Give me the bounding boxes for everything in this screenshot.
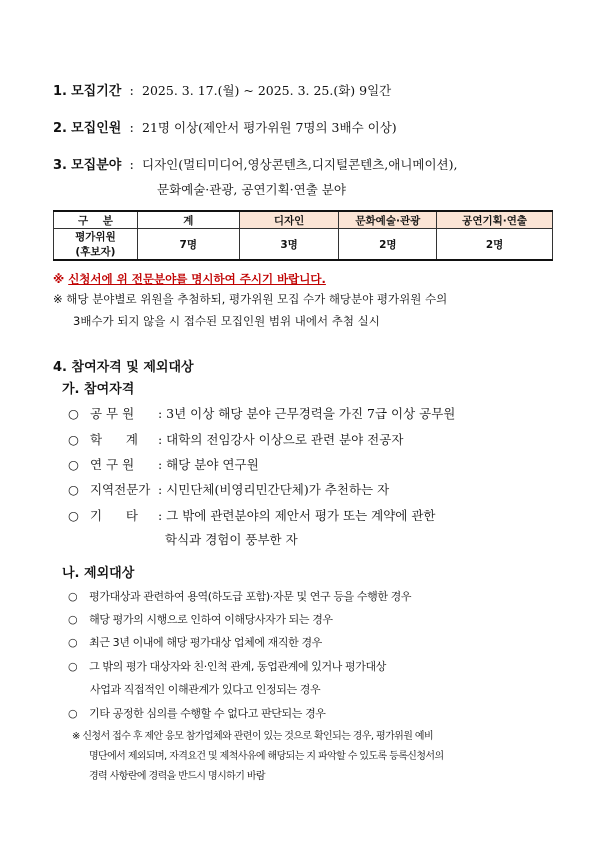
note-line-2: 3배수가 되지 않을 시 접수된 모집인원 범위 내에서 추첨 실시 (73, 314, 380, 328)
table-header-cell: 디자인 (239, 211, 339, 229)
qualification-text: 그 밖에 관련분야의 제안서 평가 또는 계약에 관한 (166, 508, 436, 523)
note-line-1 (53, 291, 447, 307)
colon: : (157, 457, 163, 472)
exclusion-item (68, 611, 333, 627)
qualification-label: 학 계 (89, 432, 138, 447)
circle-bullet-icon: ○ (68, 636, 78, 649)
circle-bullet-icon: ○ (68, 457, 79, 472)
section-1-value: 2025. 3. 17.(월) ~ 2025. 3. 25.(화) 9일간 (142, 83, 392, 98)
qualification-text: 3년 이상 해당 분야 근무경력을 가진 7급 이상 공무원 (166, 406, 456, 421)
qualification-item (68, 404, 455, 422)
qualification-item (68, 506, 436, 524)
section-3-value-line2: 문화예술·관광, 공연기획·연출 분야 (157, 182, 346, 197)
table-header-cell: 계 (137, 211, 239, 229)
table-cell: 2명 (437, 229, 553, 261)
section-3-title: 모집분야 (71, 158, 122, 173)
circle-bullet-icon: ○ (68, 613, 78, 626)
exclusion-text: 최근 3년 이내에 해당 평가대상 업체에 재직한 경우 (89, 636, 322, 649)
exclusion-item (68, 634, 322, 650)
qualification-item (68, 480, 389, 498)
exclusion-item (68, 705, 326, 721)
exclusion-item (68, 588, 411, 604)
exclusion-item (68, 658, 386, 674)
exclusion-text-continued: 사업과 직접적인 이해관계가 있다고 인정되는 경우 (90, 683, 321, 696)
recruit-table (53, 210, 553, 261)
note-text-1: 해당 분야별로 위원을 추첨하되, 평가위원 모집 수가 해당분야 평가위원 수의 (66, 292, 448, 306)
final-note-line1: 신청서 접수 후 제안 응모 참가업체와 관련이 있는 것으로 확인되는 경우, 평가위원 예비 (82, 731, 433, 742)
qualification-label: 공 무 원 (89, 406, 135, 421)
note-mark: ※ (72, 731, 80, 742)
circle-bullet-icon: ○ (68, 508, 79, 523)
colon: : (157, 508, 163, 523)
exclusion-text: 기타 공정한 심의를 수행할 수 없다고 판단되는 경우 (89, 707, 326, 720)
qualification-label: 지역전문가 (89, 482, 151, 497)
section-2-title: 모집인원 (71, 121, 122, 136)
table-header-cell: 문화예술·관광 (339, 211, 437, 229)
section-3-value-line1: 디자인(멀티미디어,영상콘텐츠,디지털콘텐츠,애니메이션), (142, 157, 458, 172)
qualification-text: 시민단체(비영리민간단체)가 추천하는 자 (166, 482, 390, 497)
section-1-number: 1. (53, 84, 67, 99)
colon: : (157, 406, 163, 421)
circle-bullet-icon: ○ (68, 660, 78, 673)
section-1 (53, 80, 391, 99)
circle-bullet-icon: ○ (68, 590, 78, 603)
colon: : (129, 158, 134, 173)
note-mark: ※ (53, 292, 63, 306)
section-2-value: 21명 이상(제안서 평가위원 7명의 3배수 이상) (142, 120, 397, 135)
section-3-number: 3. (53, 158, 67, 173)
qualification-item (68, 455, 259, 473)
exclusion-text: 해당 평가의 시행으로 인하여 이해당사자가 되는 경우 (89, 613, 333, 626)
table-cell: 7명 (137, 229, 239, 261)
qualification-text-continued: 학식과 경험이 풍부한 자 (165, 532, 298, 547)
colon: : (129, 84, 134, 99)
qualification-item (68, 430, 403, 448)
subsection-a-title: 가. 참여자격 (62, 382, 135, 397)
circle-bullet-icon: ○ (68, 432, 79, 447)
section-2 (53, 117, 397, 136)
qualification-text: 대학의 전임강사 이상으로 관련 분야 전공자 (166, 432, 404, 447)
colon: : (157, 482, 163, 497)
qualification-text: 해당 분야 연구원 (166, 457, 259, 472)
circle-bullet-icon: ○ (68, 707, 78, 720)
colon: : (157, 432, 163, 447)
table-cell: 3명 (239, 229, 339, 261)
final-note-line2: 명단에서 제외되며, 자격요건 및 제척사유에 해당되는 지 파악할 수 있도록 등록신청서의 (89, 751, 444, 762)
section-2-number: 2. (53, 121, 67, 136)
section-1-title: 모집기간 (71, 84, 122, 99)
table-header-cell: 구 분 (54, 211, 138, 229)
colon: : (129, 121, 134, 136)
subsection-b-title: 나. 제외대상 (62, 566, 135, 581)
red-note (53, 271, 326, 287)
row-label-line2: (후보자) (75, 246, 116, 258)
final-note-line3: 경력 사항란에 경력을 반드시 명시하기 바람 (89, 771, 265, 782)
note-mark: ※ (53, 272, 65, 286)
red-note-text: 신청서에 위 전문분야를 명시하여 주시기 바랍니다. (68, 272, 326, 286)
section-3 (53, 154, 457, 173)
circle-bullet-icon: ○ (68, 482, 79, 497)
table-cell: 2명 (339, 229, 437, 261)
exclusion-text: 그 밖의 평가 대상자와 친·인척 관계, 동업관계에 있거나 평가대상 (89, 660, 386, 673)
section-4-title: 4. 참여자격 및 제외대상 (53, 360, 194, 375)
table-header-cell: 공연기획·연출 (437, 211, 553, 229)
qualification-label: 연 구 원 (89, 457, 135, 472)
table-row (54, 229, 553, 261)
exclusion-text: 평가대상과 관련하여 용역(하도급 포함)·자문 및 연구 등을 수행한 경우 (89, 590, 412, 603)
row-label-line1: 평가위원 (75, 231, 116, 243)
circle-bullet-icon: ○ (68, 406, 79, 421)
table-row-label (54, 229, 138, 261)
qualification-label: 기 타 (89, 508, 138, 523)
table-header-row (54, 211, 553, 229)
final-note (72, 727, 444, 787)
